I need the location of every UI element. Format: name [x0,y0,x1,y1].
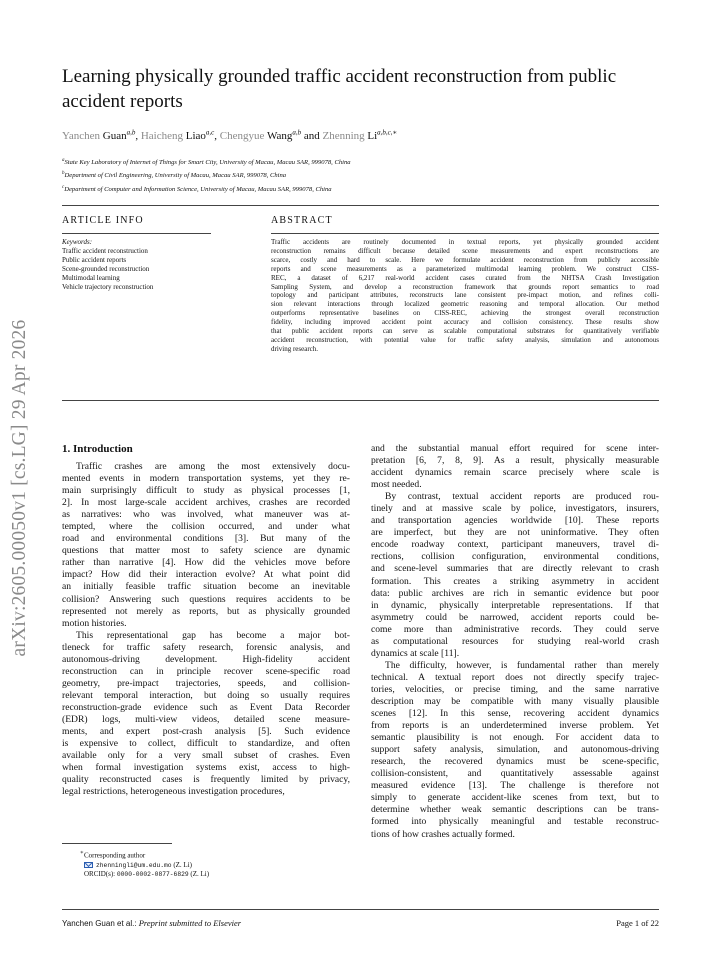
keywords-list [62,247,262,292]
abstract-line: Traffic accidents are routinely documented in textual reports, yet physically grounded accident [271,238,659,246]
keyword: Vehicle trajectory reconstruction [62,282,154,291]
author-affil-mark: a,b [292,128,302,136]
abstract-line: reconstruction remains difficult because detailed scene measurements and expert reconstructions are [271,246,659,255]
text-line: come more than administrative records. They could serve [371,623,659,635]
text-line: asymmetry could be narrowed, accident reports could be- [371,611,659,623]
text-line: simply to generate accident-like scenes from text, but to [371,792,659,804]
footer-left [62,918,241,928]
text-line: research, the recovered dynamics must be scene-specific, [371,756,659,768]
text-line: mented events in modern transportation systems, yet they re- [62,473,350,485]
text-line: motion histories. [62,617,127,629]
author-affil-mark: a,c [205,128,215,136]
affiliation-mark: c [62,184,65,190]
text-line: an initially feasible traffic situation become an inevitable [62,581,350,593]
text-line: rather than narrative [4]. How did the vehicles move before [62,557,350,569]
text-line: autonomous-driving development. High-fidelity accident [62,653,350,665]
text-line: relevant temporal interaction, but doing so usually requires [62,689,350,701]
text-line: dynamics at scale [11]. [371,647,460,659]
text-line: and scene-level summaries that are directly relevant to crash [371,563,659,575]
text-line: is expensive to collect, difficult to standardize, and often [62,738,350,750]
email-line: zhenningli@um.edu.mo (Z. Li) [80,861,340,871]
abstract-line: sion relevant interactions through localized geometric reasoning and temporal allocation. Our method [271,300,659,309]
author-separator: , [214,129,220,142]
footnote-rule [62,843,172,844]
author-surname: Li [367,129,378,142]
keyword: Traffic accident reconstruction [62,246,148,255]
arxiv-sidebar-stamp: arXiv:2605.00050v1 [cs.LG] 29 Apr 2026 [9,319,30,657]
text-line: in dynamic, physically interpretable representations. If that [371,599,659,611]
text-line: formation. This creates a striking asymmetry in accident [371,575,659,587]
affiliation-list [62,155,662,195]
text-line: road and environmental conditions [3]. But many of the [62,533,350,545]
paragraph [62,461,350,630]
text-line: are imperfect, but they are not uninformative. They often [371,527,659,539]
affiliation [62,182,662,195]
text-line: geometry, pre-impact trajectories, speeds, and collision- [62,677,350,689]
text-line: pretation [6, 7, 8, 9]. As a result, physically measurable [371,455,659,467]
envelope-icon [84,862,93,868]
author [141,130,220,142]
text-line: legal restrictions, heterogeneous investigation procedures, [62,786,285,798]
text-line: questions that matter most to safety science are dynamic [62,545,350,557]
text-line: accident dynamics remain scarce precisely where scale is [371,467,659,479]
author-affil-mark: a,b [126,128,136,136]
footnote-mark: ∗ [80,850,84,856]
author [62,130,141,142]
author-separator: and [301,129,323,142]
text-line: determine whether weak semantic descriptions can be trans- [371,804,659,816]
footer-page-number: Page 1 of 22 [616,918,659,928]
text-line: as computational resources for studying real-world crash [371,635,659,647]
article-info-heading: ARTICLE INFO [62,215,144,226]
keyword: Public accident reports [62,255,127,264]
author-given-name: Zhenning [322,129,365,142]
affiliation [62,155,662,168]
author-given-name: Yanchen [62,129,100,142]
author-list [62,124,662,144]
text-line: technical. A textual report does not directly specify trajec- [371,671,659,683]
corresponding-author-note: ∗Corresponding author [80,850,146,860]
author-affil-mark: a,b,c,∗ [377,128,398,136]
text-line: tempted, where the collision occurred, and under what [62,521,350,533]
text-line: tleneck for traffic safety research, forensic analysis, and [62,641,350,653]
text-line: collision? Answering such questions requires accidents to be [62,593,350,605]
text-line: reconstruction can in principle recover scene-specific road [62,665,350,677]
text-line: tories, velocities, or precise timing, and the same narrative [371,683,659,695]
text-line: formed into physically meaningful and testable reconstruc- [371,816,659,828]
text-line: semantic plausibility is not enough. For accident data to [371,732,659,744]
footer-rule [62,909,659,910]
footer-author: Yanchen Guan et al.: [62,919,137,928]
abstract-line: scarce, costly and hard to scale. Here we formulate accident reconstruction from publicly accessible [271,255,659,264]
introduction-heading: 1. Introduction [62,443,133,455]
affiliation-mark: b [62,171,65,177]
text-line: support safety analysis, simulation, and autonomous-driving [371,744,659,756]
orcid-id: 0000-0002-0877-6829 [116,871,189,879]
text-line: available only for a very small subset of crashes. Even [62,750,350,762]
text-line: This representational gap has become a major bot- [76,629,350,641]
paragraph [371,491,659,660]
text-line: The difficulty, however, is fundamental rather than merely [385,659,659,671]
text-line: scenes [12]. In this sense, recovering accident dynamics [371,708,659,720]
keyword: Scene-grounded reconstruction [62,264,150,273]
affiliation-mark: a [62,158,65,163]
orcid-line: ORCID(s): 0000-0002-0877-6829 (Z. Li) [84,870,210,879]
abstract-bottom-rule [62,400,659,401]
affiliation-text: Department of Computer and Information Science, University of Macau, Macau SAR, 999078, China [64,185,332,193]
text-line: data: public archives are rich in semantic evidence but poor [371,587,659,599]
text-line: main surprisingly difficult to study as physical processes [1, [62,485,350,497]
text-line: reconstruction-grade evidence such as Event Data Recorder [62,701,350,713]
email-link[interactable]: zhenningli@um.edu.mo [96,861,172,869]
text-line: collision-consistent, and quantitatively assessable against [371,768,659,780]
text-line: measured evidence [13]. The challenge is therefore not [371,780,659,792]
text-line: and transportation agencies worldwide [10]. These reports [371,515,659,527]
keywords-label: Keywords: [62,238,93,246]
author [220,130,323,142]
affiliation-text: State Key Laboratory of Internet of Things for Smart City, University of Macau, Macau SAR, 999078, China [64,159,351,167]
text-line: ments, and expert post-crash analysis [5]. Such evidence [62,726,350,738]
abstract-line: REC, a dataset of 6,217 real-world accident cases curated from the NHTSA Crash Investigation [271,273,659,282]
text-line: tions of how crashes actually formed. [371,828,515,840]
keyword: Multimodal learning [62,273,120,282]
right-text-column [371,443,659,841]
text-line: encode roadway context, participant maneuvers, travel di- [371,539,659,551]
abstract-line: accident reconstruction, with potential value for traffic safety analysis, simulation and autonomous [271,335,659,344]
footnote [80,849,340,880]
abstract-line: fidelity, including improved accident point accuracy and collision consistency. These results show [271,318,659,327]
text-line: impact? How did their interaction evolve? At what point did [62,569,350,581]
text-line: most needed. [371,479,422,491]
article-info-rule [62,233,211,234]
text-line: when formal investigation systems exist, access to high- [62,762,350,774]
text-line: By contrast, textual accident reports are produced rou- [385,491,659,503]
abstract-heading: ABSTRACT [271,215,333,226]
abstract-line: reports and scene measurements as a parameterized multimodal learning problem. We construct CISS- [271,264,659,273]
abstract-line: outperforms representative baselines on CISS-REC, achieving the strongest overall reconstruction [271,309,659,318]
footer-note: Preprint submitted to Elsevier [138,918,242,928]
affiliation-text: Department of Civil Engineering, University of Macau, Macau SAR, 999078, China [64,172,287,180]
abstract-rule [271,233,659,234]
paragraph [62,630,350,799]
author-surname: Guan [102,129,127,142]
abstract-line: driving research. [271,344,319,353]
text-line: description may be compatible with many visually plausible [371,695,659,707]
left-text-column [62,461,350,798]
abstract-body [271,238,659,354]
abstract-line: topology and participant attributes, reconstructs lane consistent pre-impact motion, and refines colli- [271,291,659,300]
text-line: quality reconstructed cases is frequently limited by privacy, [62,774,350,786]
text-line: tinely and at massive scale by police, investigators, insurers, [371,503,659,515]
text-line: rections, collision configuration, environmental conditions, [371,551,659,563]
abstract-line: Sampling System, and develop a reconstruction framework that grounds report semantics to road [271,282,659,291]
text-line: from reports is an underdetermined inverse problem. Yet [371,720,659,732]
paragraph [371,443,659,491]
keywords-block [62,238,262,291]
text-line: 2]. In most large-scale accident archives, crashes are recorded [62,497,350,509]
author-surname: Liao [185,129,206,142]
abstract-line: that public accident reports can serve as scalable computational substrates for quantitatively verifiable [271,327,659,336]
author-given-name: Chengyue [219,129,265,142]
author [322,130,397,142]
text-line: and the substantial manual effort required for scene inter- [371,443,659,454]
paragraph [371,660,659,841]
affiliation [62,168,662,181]
author-separator: , [135,129,141,142]
header-rule [62,205,659,206]
text-line: (EDR) logs, multi-view videos, detailed scene measure- [62,713,350,725]
author-given-name: Haicheng [140,129,183,142]
text-line: Traffic crashes are among the most extensively docu- [76,461,350,472]
text-line: represented not merely as reports, but as physically grounded [62,605,350,617]
paper-title: Learning physically grounded traffic accident reconstruction from public accident reports [62,66,617,112]
author-surname: Wang [266,129,293,142]
text-line: as narratives: who was involved, what maneuver was at- [62,509,350,521]
